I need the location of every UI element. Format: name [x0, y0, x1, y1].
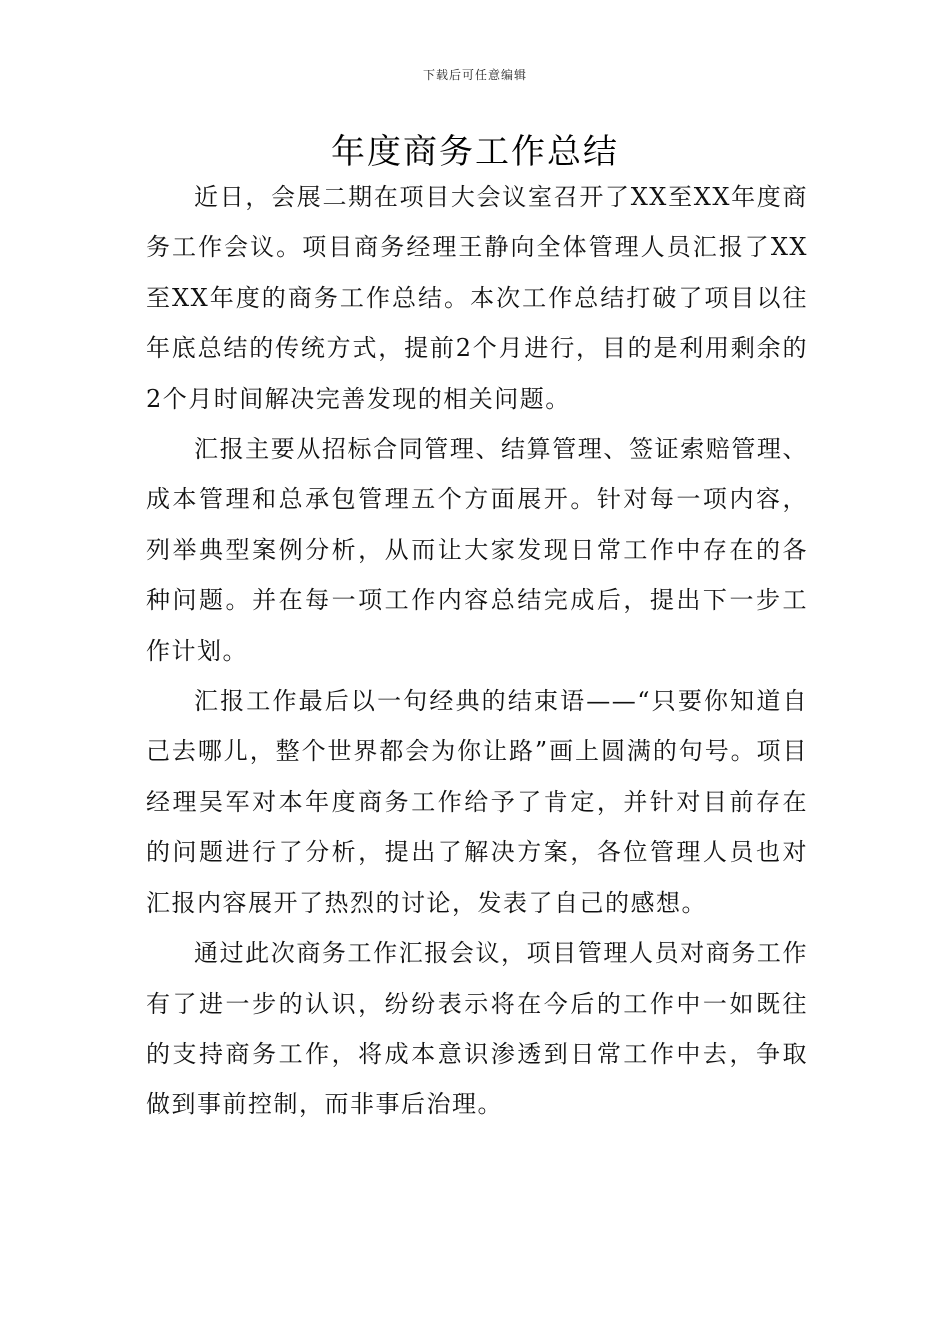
paragraph-4: 通过此次商务工作汇报会议，项目管理人员对商务工作有了进一步的认识，纷纷表示将在今后的工作中一如既往的支持商务工作，将成本意识渗透到日常工作中去，争取做到事前控制，而非事后治理。 — [146, 939, 808, 1119]
document-body — [146, 172, 808, 1130]
header-note: 下载后可任意编辑 — [422, 68, 527, 82]
paragraph-2: 汇报主要从招标合同管理、结算管理、签证索赔管理、成本管理和总承包管理五个方面展开。针对每一项内容，列举典型案例分析，从而让大家发现日常工作中存在的各种问题。并在每一项工作内容总结完成后，提出下一步工作计划。 — [146, 435, 808, 665]
paragraph-1: 近日，会展二期在项目大会议室召开了XX至XX年度商务工作会议。项目商务经理王静向全体管理人员汇报了XX至XX年度的商务工作总结。本次工作总结打破了项目以往年底总结的传统方式，提前2个月进行，目的是利用剩余的2个月时间解决完善发现的相关问题。 — [146, 183, 808, 413]
paragraph-3: 汇报工作最后以一句经典的结束语——“只要你知道自己去哪儿，整个世界都会为你让路”画上圆满的句号。项目经理吴军对本年度商务工作给予了肯定，并针对目前存在的问题进行了分析，提出了解决方案，各位管理人员也对汇报内容展开了热烈的讨论，发表了自己的感想。 — [146, 687, 808, 917]
document-title: 年度商务工作总结 — [331, 132, 619, 172]
